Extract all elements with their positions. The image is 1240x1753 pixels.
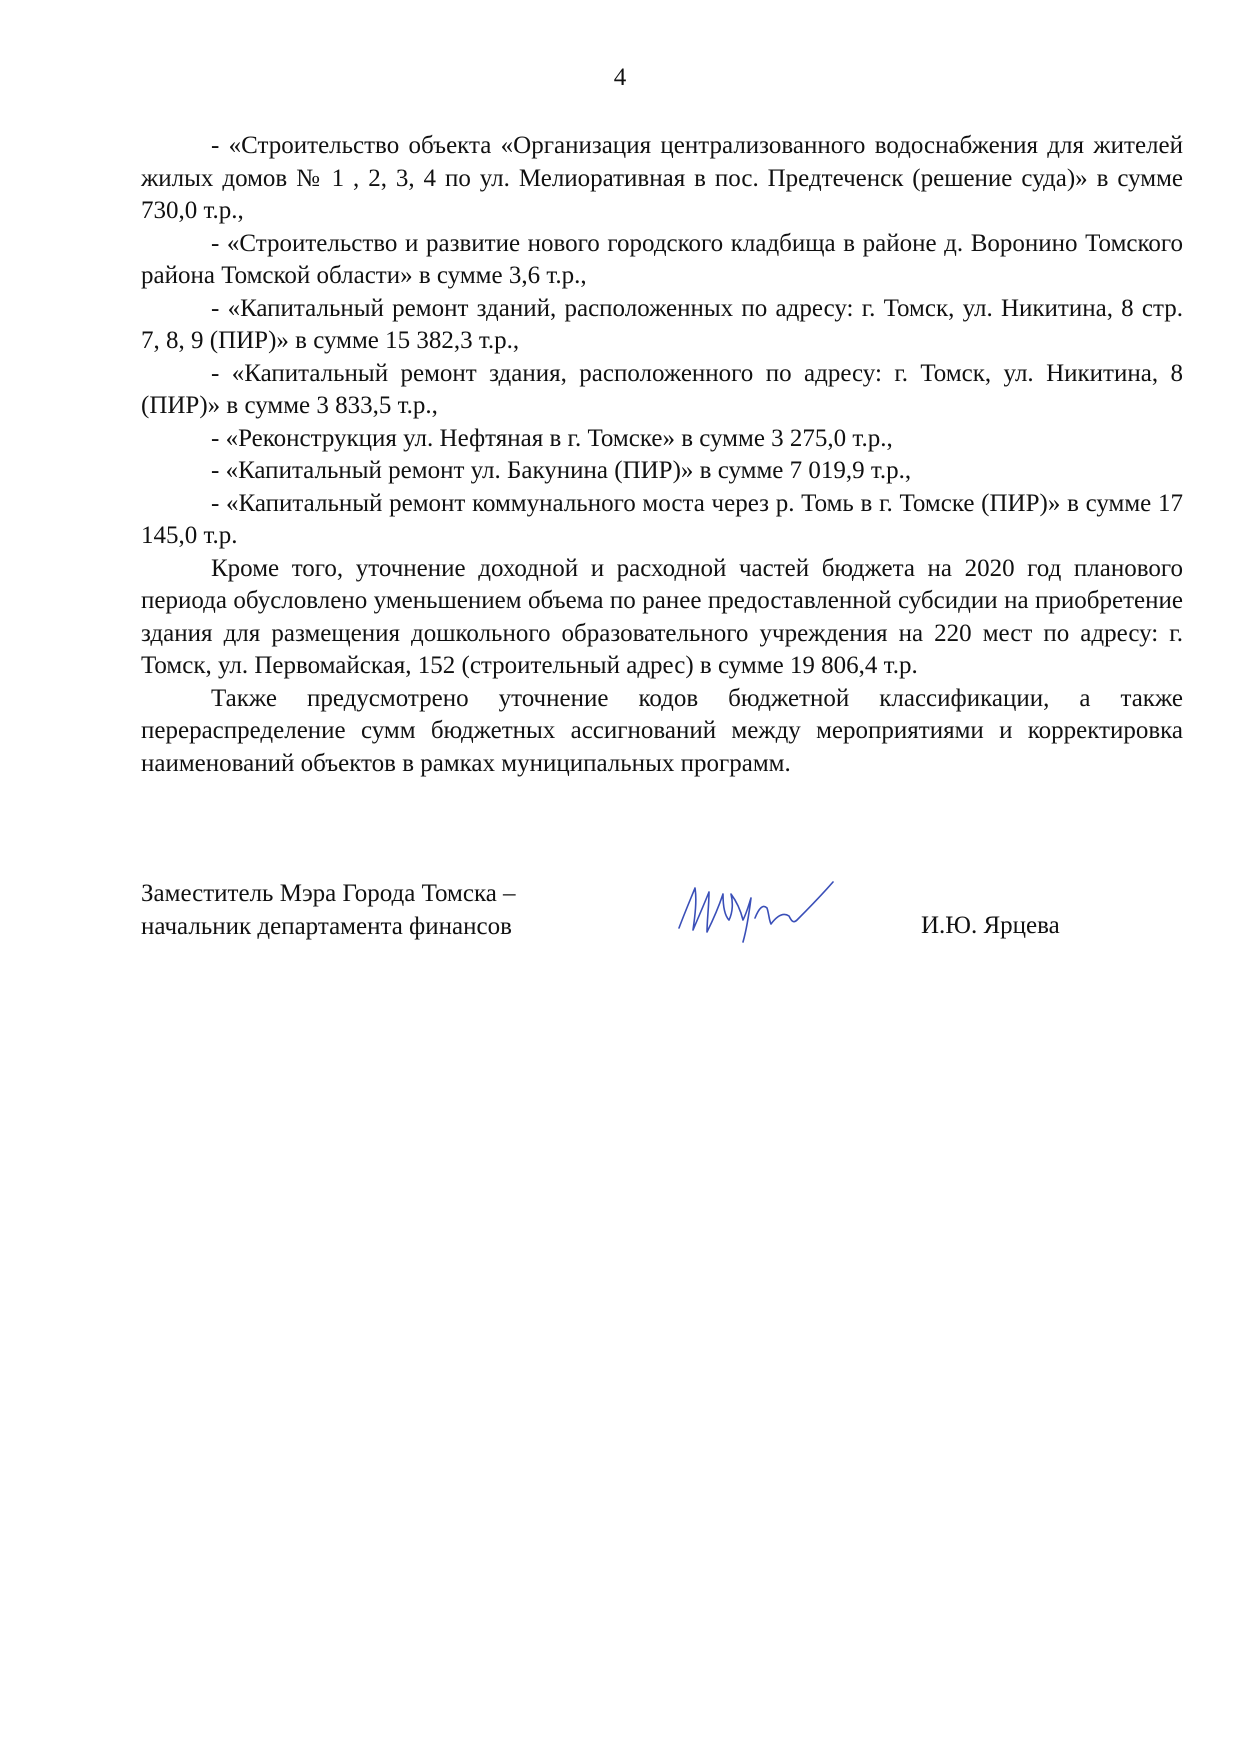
- signatory-title-line-2: начальник департамента финансов: [141, 912, 512, 940]
- signatory-title: [141, 878, 516, 943]
- signature-block: [141, 878, 1183, 958]
- signatory-name: И.Ю. Ярцева: [921, 912, 1060, 939]
- handwritten-signature: [671, 868, 841, 948]
- paragraph-classification-codes: Также предусмотрено уточнение кодов бюджетной классификации, а также перераспределение сумм бюджетных ассигнований между мероприятиями и корректировка наименований объектов в рамках муниципальных программ.: [141, 684, 1183, 777]
- paragraph-item-7: - «Капитальный ремонт коммунального моста через р. Томь в г. Томске (ПИР)» в сумме 17 145,0 т.р.: [141, 489, 1183, 549]
- paragraph-item-1: - «Строительство объекта «Организация централизованного водоснабжения для жителей жилых домов № 1 , 2, 3, 4 по ул. Мелиоративная в пос. Предтеченск (решение суда)» в сумме 730,0 т.р.,: [141, 132, 1183, 224]
- paragraph-budget-clarification: Кроме того, уточнение доходной и расходной частей бюджета на 2020 год планового периода обусловлено уменьшением объема по ранее предоставленной субсидии на приобретение здания для размещения дошкольного образовательного учреждения на 220 мест по адресу: г. Томск, ул. Первомайская, 152 (строительный адрес) в сумме 19 806,4 т.р.: [141, 554, 1183, 679]
- paragraph-item-2: - «Строительство и развитие нового городского кладбища в районе д. Воронино Томского района Томской области» в сумме 3,6 т.р.,: [141, 229, 1183, 289]
- page-number: 4: [613, 64, 627, 91]
- paragraph-item-4: - «Капитальный ремонт здания, расположенного по адресу: г. Томск, ул. Никитина, 8 (ПИР)» в сумме 3 833,5 т.р.,: [141, 359, 1183, 419]
- paragraph-item-5: - «Реконструкция ул. Нефтяная в г. Томске» в сумме 3 275,0 т.р.,: [211, 424, 893, 452]
- paragraph-item-6: - «Капитальный ремонт ул. Бакунина (ПИР)» в сумме 7 019,9 т.р.,: [211, 457, 912, 484]
- document-body: [141, 130, 1183, 780]
- signatory-title-line-1: Заместитель Мэра Города Томска –: [141, 880, 516, 907]
- paragraph-item-3: - «Капитальный ремонт зданий, расположенных по адресу: г. Томск, ул. Никитина, 8 стр. 7, 8, 9 (ПИР)» в сумме 15 382,3 т.р.,: [141, 294, 1183, 354]
